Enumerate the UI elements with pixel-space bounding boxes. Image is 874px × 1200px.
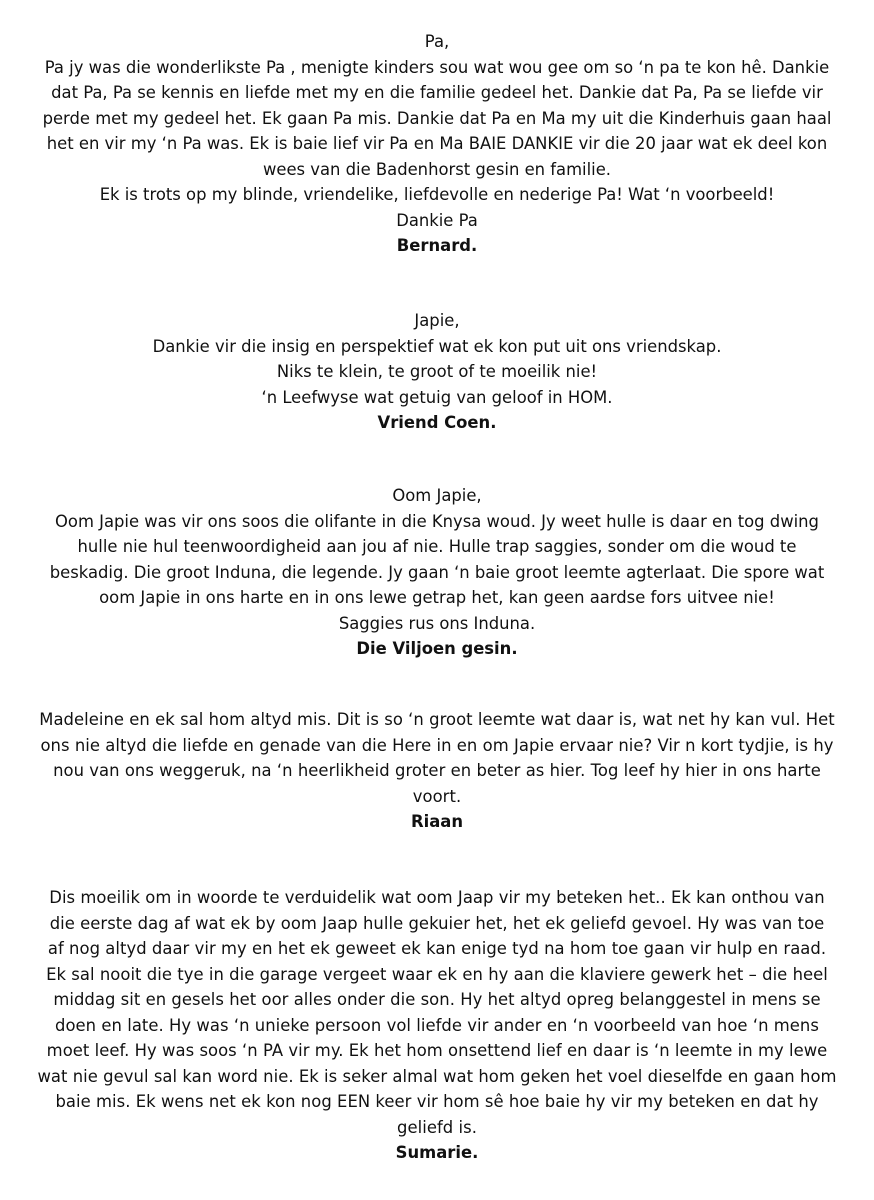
body-line: af nog altyd daar vir my en het ek geweet ek kan enige tyd na hom toe gaan vir hulp en raad. xyxy=(47,939,827,958)
salutation: Japie, xyxy=(414,311,460,330)
body-line: ons nie altyd die liefde en genade van die Here in en om Japie ervaar nie? Vir n kort tydjie, is hy xyxy=(40,735,834,755)
signature: Vriend Coen. xyxy=(377,413,497,432)
body-line: nou van ons weggeruk, na ‘n heerlikheid groter en beter as hier. Tog leef hy hier in ons harte xyxy=(53,761,821,780)
body-line: perde met my gedeel het. Ek gaan Pa mis. Dankie dat Pa en Ma my uit die Kinderhuis gaan haal xyxy=(42,108,832,128)
body-line: middag sit en gesels het oor alles onder die son. Hy het altyd opreg belanggestel in mens se xyxy=(53,990,821,1009)
tribute-sumarie xyxy=(18,885,856,1166)
body-line: die eerste dag af wat ek by oom Jaap hulle gekuier het, het ek geliefd gevoel. Hy was van toe xyxy=(49,913,825,933)
tribute-riaan xyxy=(18,707,856,835)
body-line: Dankie vir die insig en perspektief wat ek kon put uit ons vriendskap. xyxy=(152,336,722,356)
body-line: ‘n Leefwyse wat getuig van geloof in HOM. xyxy=(261,387,613,407)
body-line: geliefd is. xyxy=(397,1117,477,1137)
tribute-coen xyxy=(18,308,856,436)
salutation: Pa, xyxy=(424,32,450,51)
signature: Bernard. xyxy=(396,236,478,255)
body-line: beskadig. Die groot Induna, die legende. Jy gaan ‘n baie groot leemte agterlaat. Die spore wat xyxy=(49,562,825,582)
body-line: Dis moeilik om in woorde te verduidelik wat oom Jaap vir my beteken het.. Ek kan onthou van xyxy=(49,888,825,907)
closing-line: Dankie Pa xyxy=(396,210,478,230)
signature: Sumarie. xyxy=(395,1143,479,1162)
signature: Die Viljoen gesin. xyxy=(356,639,518,658)
body-line: wees van die Badenhorst gesin en familie. xyxy=(262,159,611,179)
body-line: doen en late. Hy was ‘n unieke persoon vol liefde vir ander en ‘n voorbeeld van hoe ‘n mens xyxy=(55,1015,819,1035)
body-line: moet leef. Hy was soos ‘n PA vir my. Ek het hom onsettend lief en daar is ‘n leemte in my lewe xyxy=(46,1041,828,1060)
body-line: Ek is trots op my blinde, vriendelike, liefdevolle en nederige Pa! Wat ‘n voorbeeld! xyxy=(99,185,775,204)
tribute-bernard xyxy=(18,29,856,259)
tribute-viljoen xyxy=(18,483,856,662)
body-line: voort. xyxy=(412,786,462,806)
body-line: wat nie gevul sal kan word nie. Ek is seker almal wat hom geken het voel dieselfde en gaan hom xyxy=(37,1066,837,1086)
body-line: Pa jy was die wonderlikste Pa , menigte kinders sou wat wou gee om so ‘n pa te kon hê. Dankie xyxy=(44,57,830,77)
body-line: dat Pa, Pa se kennis en liefde met my en die familie gedeel het. Dankie dat Pa, Pa se liefde vir xyxy=(51,83,823,102)
signature: Riaan xyxy=(410,812,464,831)
body-line: Madeleine en ek sal hom altyd mis. Dit is so ‘n groot leemte wat daar is, wat net hy kan vul. Het xyxy=(39,710,835,729)
body-line: hulle nie hul teenwoordigheid aan jou af nie. Hulle trap saggies, sonder om die woud te xyxy=(77,537,797,556)
body-line: Oom Japie was vir ons soos die olifante in die Knysa woud. Jy weet hulle is daar en tog dwing xyxy=(55,511,819,531)
body-line: oom Japie in ons harte en in ons lewe getrap het, kan geen aardse fors uitvee nie! xyxy=(99,588,775,607)
body-line: baie mis. Ek wens net ek kon nog EEN keer vir hom sê hoe baie hy vir my beteken en dat hy xyxy=(55,1092,819,1111)
salutation: Oom Japie, xyxy=(392,486,482,505)
body-line: Niks te klein, te groot of te moeilik nie! xyxy=(276,362,598,381)
closing-line: Saggies rus ons Induna. xyxy=(338,613,536,633)
body-line: het en vir my ‘n Pa was. Ek is baie lief vir Pa en Ma BAIE DANKIE vir die 20 jaar wat ek deel kon xyxy=(46,134,828,153)
body-line: Ek sal nooit die tye in die garage vergeet waar ek en hy aan die klaviere gewerk het – die heel xyxy=(46,964,828,984)
